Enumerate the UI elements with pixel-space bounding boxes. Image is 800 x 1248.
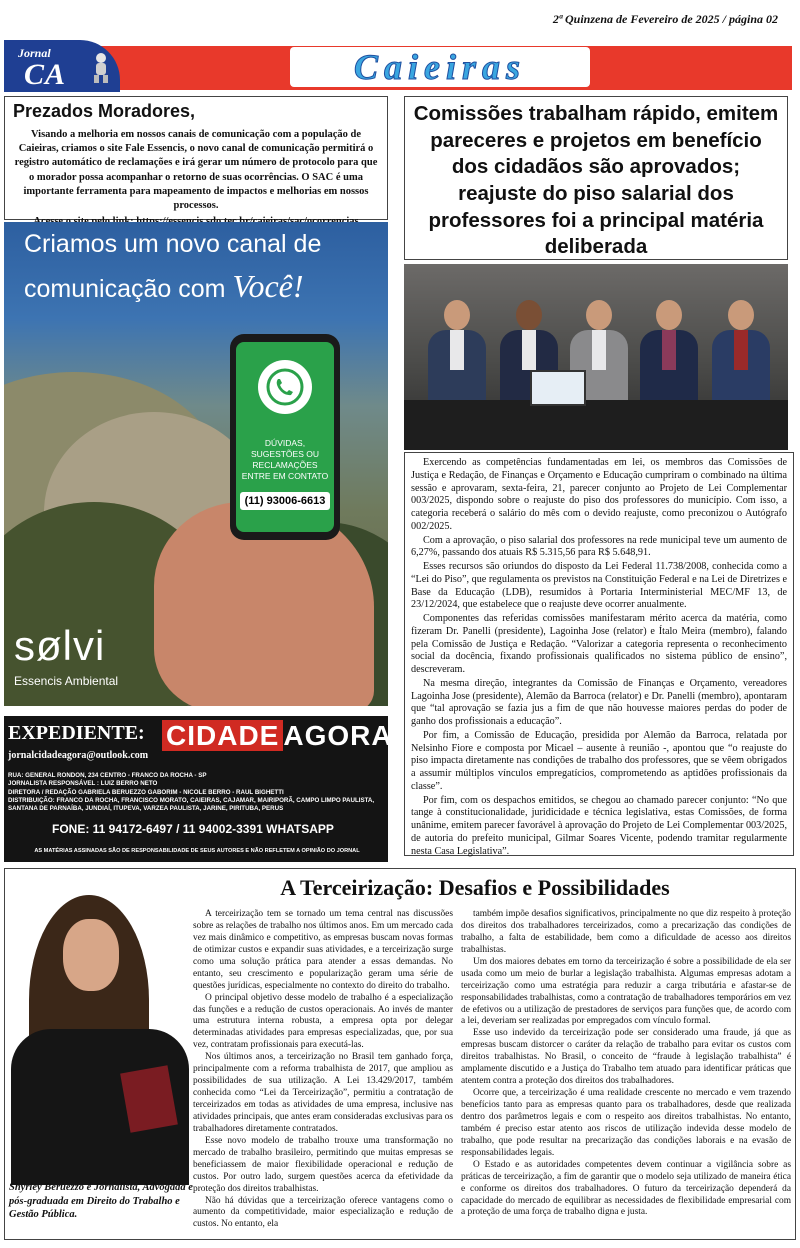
article-paragraph: Por fim, com os despachos emitidos, se chegou ao chamado parecer conjunto: “No que tange à constitucionalidade, juridicidade e técnica legislativa, estas Comissões, de forma unânime, emitem parecer favorável à aprovação do Projeto de Lei Complementar 003/2025, de autoria do prefeito municipal, Gilmar Soares Vicente, podendo tramitar regularmente nesta Casa Legislativa”.: [411, 794, 787, 857]
expediente-email[interactable]: jornalcidadeagora@outlook.com: [8, 750, 149, 761]
opinion-paragraph: também impõe desafios significativos, principalmente no que diz respeito à proteção dos direitos dos trabalhadores terceirizados, como a precarização das condições de trabalho, a falta de estabilidade, bem como a dificuldade de acesso aos direitos trabalhistas.: [461, 909, 791, 955]
opinion-column-1: [141, 909, 453, 1231]
expediente-staff: RUA: GENERAL RONDON, 234 CENTRO - FRANCO DA ROCHA - SP JORNALISTA RESPONSÁVEL : LUIZ BERRO NETO DIRETORA / REDAÇÃO GABRIELA BERUEZZO GABORIM - NICOLE BERRO - RAUL BIGHETTI DISTRIBUIÇÃO: FRANCO DA ROCHA, FRANCISCO MORATO, CAIEIRAS, CAJAMAR, MAIRIPORÃ, CAMPO LIMPO PAULISTA, SANTANA DE PARNAÍBA, JUNDIAÍ, ITUPEVA, VARZEA PAULISTA, JARINE, PIRITUBA, PERUS: [8, 772, 375, 813]
article-paragraph: Com a aprovação, o piso salarial dos professores na rede municipal teve um aumento de 6,27%, passando dos atuais R$ 5.315,56 para R$ 5.648,91.: [411, 534, 787, 559]
logo-cidade: CIDADE: [162, 720, 283, 751]
expediente-box: [4, 716, 402, 862]
mascot-icon: [88, 52, 114, 84]
monitor: [530, 370, 586, 406]
whatsapp-icon: [258, 360, 312, 414]
opinion-paragraph: A terceirização tem se tornado um tema central nas discussões sobre as relações de trabalho nos últimos anos. Em um mercado cada vez mais dinâmico e competitivo, as empresas buscam novas formas de otimizar custos e expandir suas atividades, e a terceirização surge como uma solução prática para atender a essas demandas. No entanto, seu crescimento e popularização geram uma série de questões jurídicas, especialmente no contexto do direito do trabalho.: [193, 909, 453, 991]
solvi-subtitle: Essencis Ambiental: [14, 674, 119, 688]
main-article: [404, 452, 794, 856]
article-paragraph: Exercendo as competências fundamentadas em lei, os membros das Comissões de Justiça e Redação, de Finanças e Orçamento e Educação cumpriram o combinado na última sessão e aprovaram, sexta-feira, 21, parecer conjunto ao Projeto de Lei Complementar 003/2025, dispondo sobre o reajuste do piso dos professores do município. Com isso, a categoria receberá o salário do mês com o devido reajuste, como preconizou o Autógrafo 002/2025.: [411, 457, 787, 532]
logo-top-text: Jornal: [18, 46, 51, 60]
expediente-phone: FONE: 11 94172-6497 / 11 94002-3391 WHATSAPP: [52, 822, 334, 836]
opinion-paragraph: Não há dúvidas que a terceirização oferece vantagens como o aumento da competitividade, maior especialização e redução de custos. No entanto, ela: [193, 1195, 453, 1230]
advertisement: [4, 222, 388, 706]
article-paragraph: Esses recursos são oriundos do disposto da Lei Federal 11.738/2008, conhecida como a “Lei do Piso”, que regulamenta os previstos na Constituição Federal e na Lei de Diretrizes e Base da Educação (LDB), resumidos à Portaria Interministerial MEC/MF 13, de 23/12/2024, que estabelece que o reajuste deve ocorrer anualmente.: [411, 561, 787, 611]
commission-photo: [404, 264, 788, 450]
opinion-paragraph: Ocorre que, a terceirização é uma realidade crescente no mercado e vem trazendo benefícios tanto para as empresas quanto para os trabalhadores, desde que realizada dentro dos parâmetros legais e com o respeito aos direitos trabalhistas. No entanto, também é preciso estar atento aos riscos de utilização indevida desse modelo de trabalho, que pode resultar na precarização das condições laborais e na evasão de responsabilidades legais.: [461, 1088, 791, 1158]
notice-box: [4, 96, 388, 220]
expediente-title: EXPEDIENTE:: [8, 722, 145, 744]
issue-date: 2ª Quinzena de Fevereiro de 2025 / página 02: [552, 12, 778, 26]
ad-headline-1: Criamos um novo canal de: [24, 230, 322, 258]
opinion-paragraph: Esse novo modelo de trabalho trouxe uma transformação no mercado de trabalho brasileiro, permitindo que muitas empresas se beneficiassem de maior flexibilidade operacional e redução de custos. Por outro lado, surgem questões acerca da efetividade da proteção dos direitos trabalhistas.: [193, 1135, 453, 1194]
opinion-article: [4, 868, 796, 1240]
expediente-note: AS MATÉRIAS ASSINADAS SÃO DE RESPONSABILIDADE DE SEUS AUTORES E NÃO REFLETEM A OPINIÃO DO JORNAL: [34, 848, 360, 854]
newspaper-logo: [4, 40, 120, 92]
solvi-logo: sølvi: [14, 622, 106, 669]
ad-headline-2: [24, 268, 374, 305]
opinion-paragraph: Esse uso indevido da terceirização pode ser considerado uma fraude, já que as empresas buscam distorcer o caráter da relação de trabalho para evitar os custos com direitos trabalhistas. No Brasil, o conceito de “fraude à legislação trabalhista” é amplamente discutido e a Justiça do Trabalho tem atuado para identificar práticas que atentem contra a proteção dos direitos dos trabalhadores.: [461, 1028, 791, 1087]
phone-image: [230, 334, 340, 540]
notice-title: Prezados Moradores,: [13, 101, 196, 121]
ad-voce: Você!: [232, 268, 304, 304]
logo-agora: AGORA.: [283, 720, 402, 751]
opinion-title: A Terceirização: Desafios e Possibilidades: [280, 875, 670, 900]
logo-main-text: CA: [24, 58, 67, 91]
opinion-paragraph: Um dos maiores debates em torno da terceirização é sobre a possibilidade de ela ser usada como um meio de burlar a legislação trabalhista. Algumas empresas adotam a terceirização como uma estratégia para reduzir a carga tributária e afastar-se de responsabilidades trabalhistas, como a contratação de trabalhadores temporários em vez de efetivos ou a utilização de prestadores de serviços para funções que, de acordo com a lei, deveriam ser realizadas por empregados com vínculo formal.: [461, 956, 791, 1027]
opinion-paragraph: O Estado e as autoridades competentes devem continuar a vigilância sobre as práticas de terceirização, a fim de garantir que o modelo seja utilizado de maneira ética e conforme os direitos dos trabalhadores. O futuro da terceirização dependerá da capacidade do mercado de equilibrar as necessidades de flexibilidade empresarial com a proteção de uma força de trabalho digna e justa.: [461, 1159, 791, 1218]
opinion-paragraph: O principal objetivo desse modelo de trabalho é a especialização das funções e a redução de custos operacionais. Ao invés de manter uma estrutura interna robusta, a empresa opta por delegar determinadas atividades para empresas especializadas, que, por sua vez, contratam profissionais para executá-las.: [193, 992, 453, 1051]
article-paragraph: Na mesma direção, integrantes da Comissão de Finanças e Orçamento, vereadores Lagoinha Jose (presidente), Alemão da Barroca (relator) e Dr. Panelli (membro), apontaram que “tal aprovação se fazia jus a fim de que não houvesse maiores perdas do poder de ganho dos profissionais a educação”.: [411, 677, 787, 727]
article-paragraph: Por fim, a Comissão de Educação, presidida por Alemão da Barroca, relatada por Nelsinho Fiore e composta por Micael – ausente à reunião -, apontou que “o reajuste do piso impacta diretamente nas condições de trabalho dos professores, que se vêem obrigados a assumir múltiplos vínculos empregatícios, comprometendo as aptidões profissionais da classe”.: [411, 729, 787, 792]
notice-body: Visando a melhoria em nossos canais de comunicação com a população de Caieiras, criamos o site Fale Essencis, o novo canal de comunicação permitirá o registro automático de reclamações e irá gerar um número de protocolo para que o morador possa acompanhar o retorno de suas ocorrências. O SAC é uma importante ferramenta para mapeamento de impactos e melhorias em nossos processos.: [14, 129, 378, 211]
city-name: Caieiras: [290, 47, 590, 87]
article-paragraph: Componentes das referidas comissões manifestaram mérito acerca da matéria, como fizeram Dr. Panelli (presidente), Lagoinha Jose (relator) e Ítalo Meira (membro), falando pela Comissão de Justiça e Redação. “Valorizar a categoria representa o reconhecimento social da docência, fixando profissionais qualificados no sistema público de ensino”, descreveram.: [411, 613, 787, 675]
main-headline-box: [404, 96, 788, 260]
opinion-paragraph: Nos últimos anos, a terceirização no Brasil tem ganhado força, principalmente com a reforma trabalhista de 2017, que ampliou as possibilidades de sua utilização. A Lei 13.429/2017, também conhecida como “Lei da Terceirização”, permitiu a contratação de terceirizados em todas as atividades de uma empresa, inclusive nas atividades principais, que antes eram consideradas exclusivas para os trabalhadores diretamente contratados.: [193, 1052, 453, 1134]
cidade-agora-logo: [162, 718, 402, 754]
ad-headline-2-text: comunicação com: [24, 275, 226, 303]
main-headline: Comissões trabalham rápido, emitem pareceres e projetos em benefício dos cidadãos são aprovados; reajuste do piso salarial dos professores foi a principal matéria deliberada: [413, 102, 779, 259]
author-caption: Shyrley Beruezzo é Jornalista, Advogada e pós-graduada em Direito do Trabalho e Gestão Pública.: [9, 1182, 193, 1221]
phone-number: (11) 93006-6613: [240, 492, 330, 510]
phone-screen: [236, 342, 334, 532]
opinion-column-2: [461, 909, 791, 1219]
phone-contact-text: DÚVIDAS, SUGESTÕES OU RECLAMAÇÕES ENTRE EM CONTATO: [241, 438, 329, 482]
desk: [404, 400, 788, 450]
